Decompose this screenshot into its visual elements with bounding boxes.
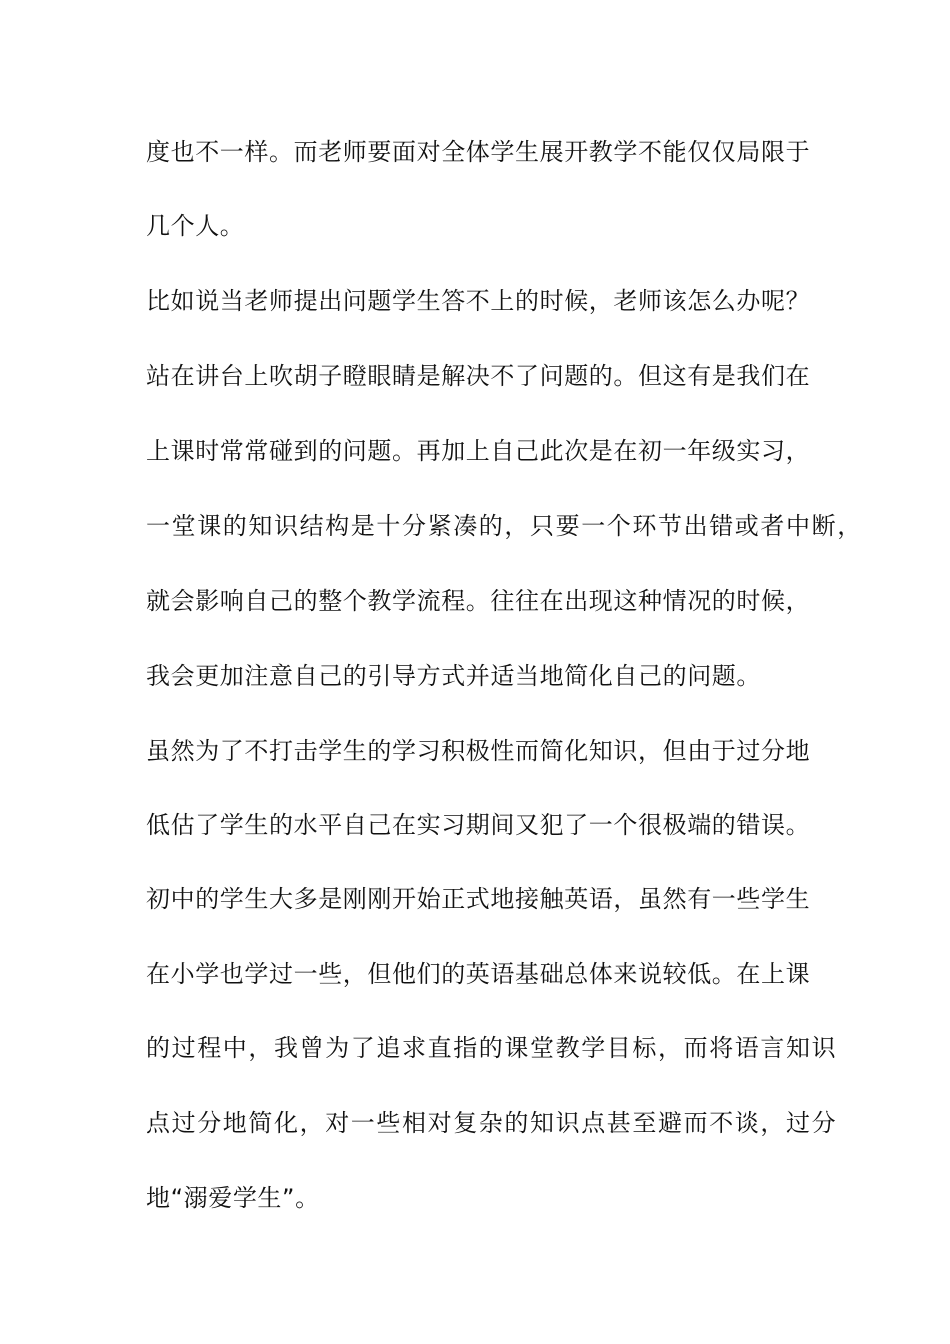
text-line: 我会更加注意自己的引导方式并适当地简化自己的问题。 [146,662,761,690]
text-line: 低估了学生的水平自己在实习期间又犯了一个很极端的错误。 [146,811,811,839]
text-line: 在小学也学过一些，但他们的英语基础总体来说较低。在上课 [146,960,811,988]
text-line: 就会影响自己的整个教学流程。往往在出现这种情况的时候， [146,587,811,615]
text-line: 上课时常常碰到的问题。再加上自己此次是在初一年级实习， [146,437,811,465]
text-line: 度也不一样。而老师要面对全体学生展开教学不能仅仅局限于 [146,138,811,166]
text-line: 站在讲台上吹胡子瞪眼睛是解决不了问题的。但这有是我们在 [146,362,811,390]
text-line: 虽然为了不打击学生的学习积极性而简化知识，但由于过分地 [146,737,811,765]
text-line: 一堂课的知识结构是十分紧凑的，只要一个环节出错或者中断， [146,512,863,540]
text-line: 比如说当老师提出问题学生答不上的时候，老师该怎么办呢？ [146,287,811,315]
text-line: 初中的学生大多是刚刚开始正式地接触英语，虽然有一些学生 [146,885,811,913]
text-line: 点过分地简化，对一些相对复杂的知识点甚至避而不谈，过分 [146,1109,838,1137]
text-line: 几个人。 [146,212,245,240]
text-line: 的过程中，我曾为了追求直指的课堂教学目标，而将语言知识 [146,1034,838,1062]
text-line: 地“溺爱学生”。 [146,1184,320,1212]
